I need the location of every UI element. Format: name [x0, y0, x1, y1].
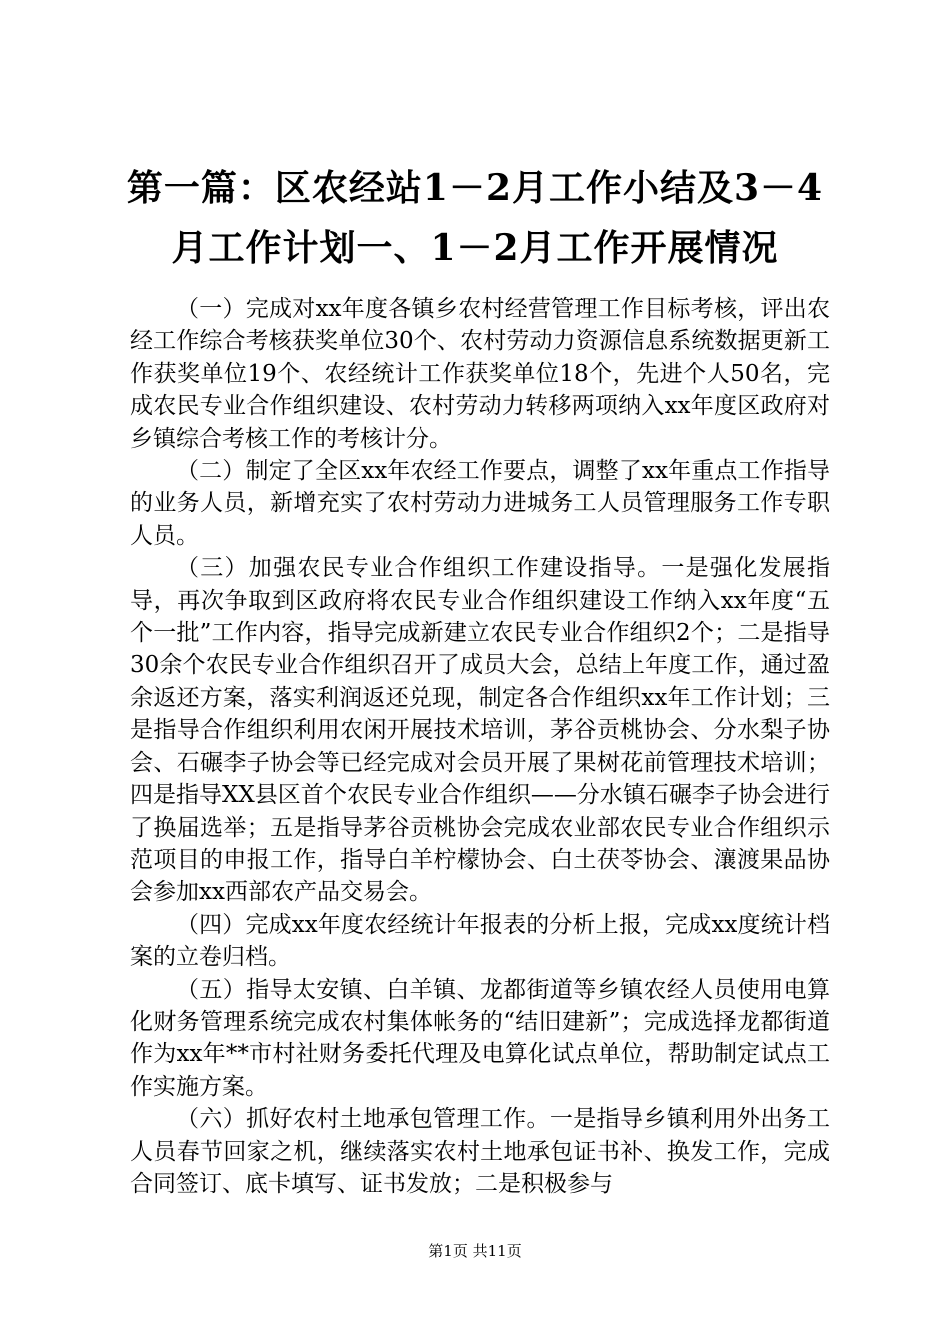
paragraph-6: （六）抓好农村土地承包管理工作。一是指导乡镇利用外出务工人员春节回家之机，继续落实农村土地承包证书补、换发工作，完成合同签订、底卡填写、证书发放；二是积极参与	[130, 1106, 830, 1197]
paragraph-4: （四）完成xx年度农经统计年报表的分析上报，完成xx度统计档案的立卷归档。	[130, 911, 830, 971]
paragraph-1: （一）完成对xx年度各镇乡农村经营管理工作目标考核，评出农经工作综合考核获奖单位30个、农村劳动力资源信息系统数据更新工作获奖单位19个、农经统计工作获奖单位18个，先进个人50名，完成农民专业合作组织建设、农村劳动力转移两项纳入xx年度区政府对乡镇综合考核工作的考核计分。	[130, 296, 830, 452]
document-title: 第一篇：区农经站1－2月工作小结及3－4月工作计划一、1－2月工作开展情况	[126, 167, 824, 269]
paragraph-5: （五）指导太安镇、白羊镇、龙都街道等乡镇农经人员使用电算化财务管理系统完成农村集体帐务的“结旧建新”；完成选择龙都街道作为xx年**市村社财务委托代理及电算化试点单位，帮助制定试点工作实施方案。	[130, 976, 830, 1100]
document-body	[130, 293, 830, 1200]
paragraph-3: （三）加强农民专业合作组织工作建设指导。一是强化发展指导，再次争取到区政府将农民专业合作组织建设工作纳入xx年度“五个一批”工作内容，指导完成新建立农民专业合作组织2个；二是指导30余个农民专业合作组织召开了成员大会，总结上年度工作，通过盈余返还方案，落实利润返还兑现，制定各合作组织xx年工作计划；三是指导合作组织利用农闲开展技术培训，茅谷贡桃协会、分水梨子协会、石碾李子协会等已经完成对会员开展了果树花前管理技术培训；四是指导XX县区首个农民专业合作组织——分水镇石碾李子协会进行了换届选举；五是指导茅谷贡桃协会完成农业部农民专业合作组织示范项目的申报工作，指导白羊柠檬协会、白土茯苓协会、瀼渡果品协会参加xx西部农产品交易会。	[130, 555, 830, 906]
paragraph-2: （二）制定了全区xx年农经工作要点，调整了xx年重点工作指导的业务人员，新增充实了农村劳动力进城务工人员管理服务工作专职人员。	[130, 458, 830, 549]
page-footer: 第1页 共11页	[428, 1242, 522, 1260]
